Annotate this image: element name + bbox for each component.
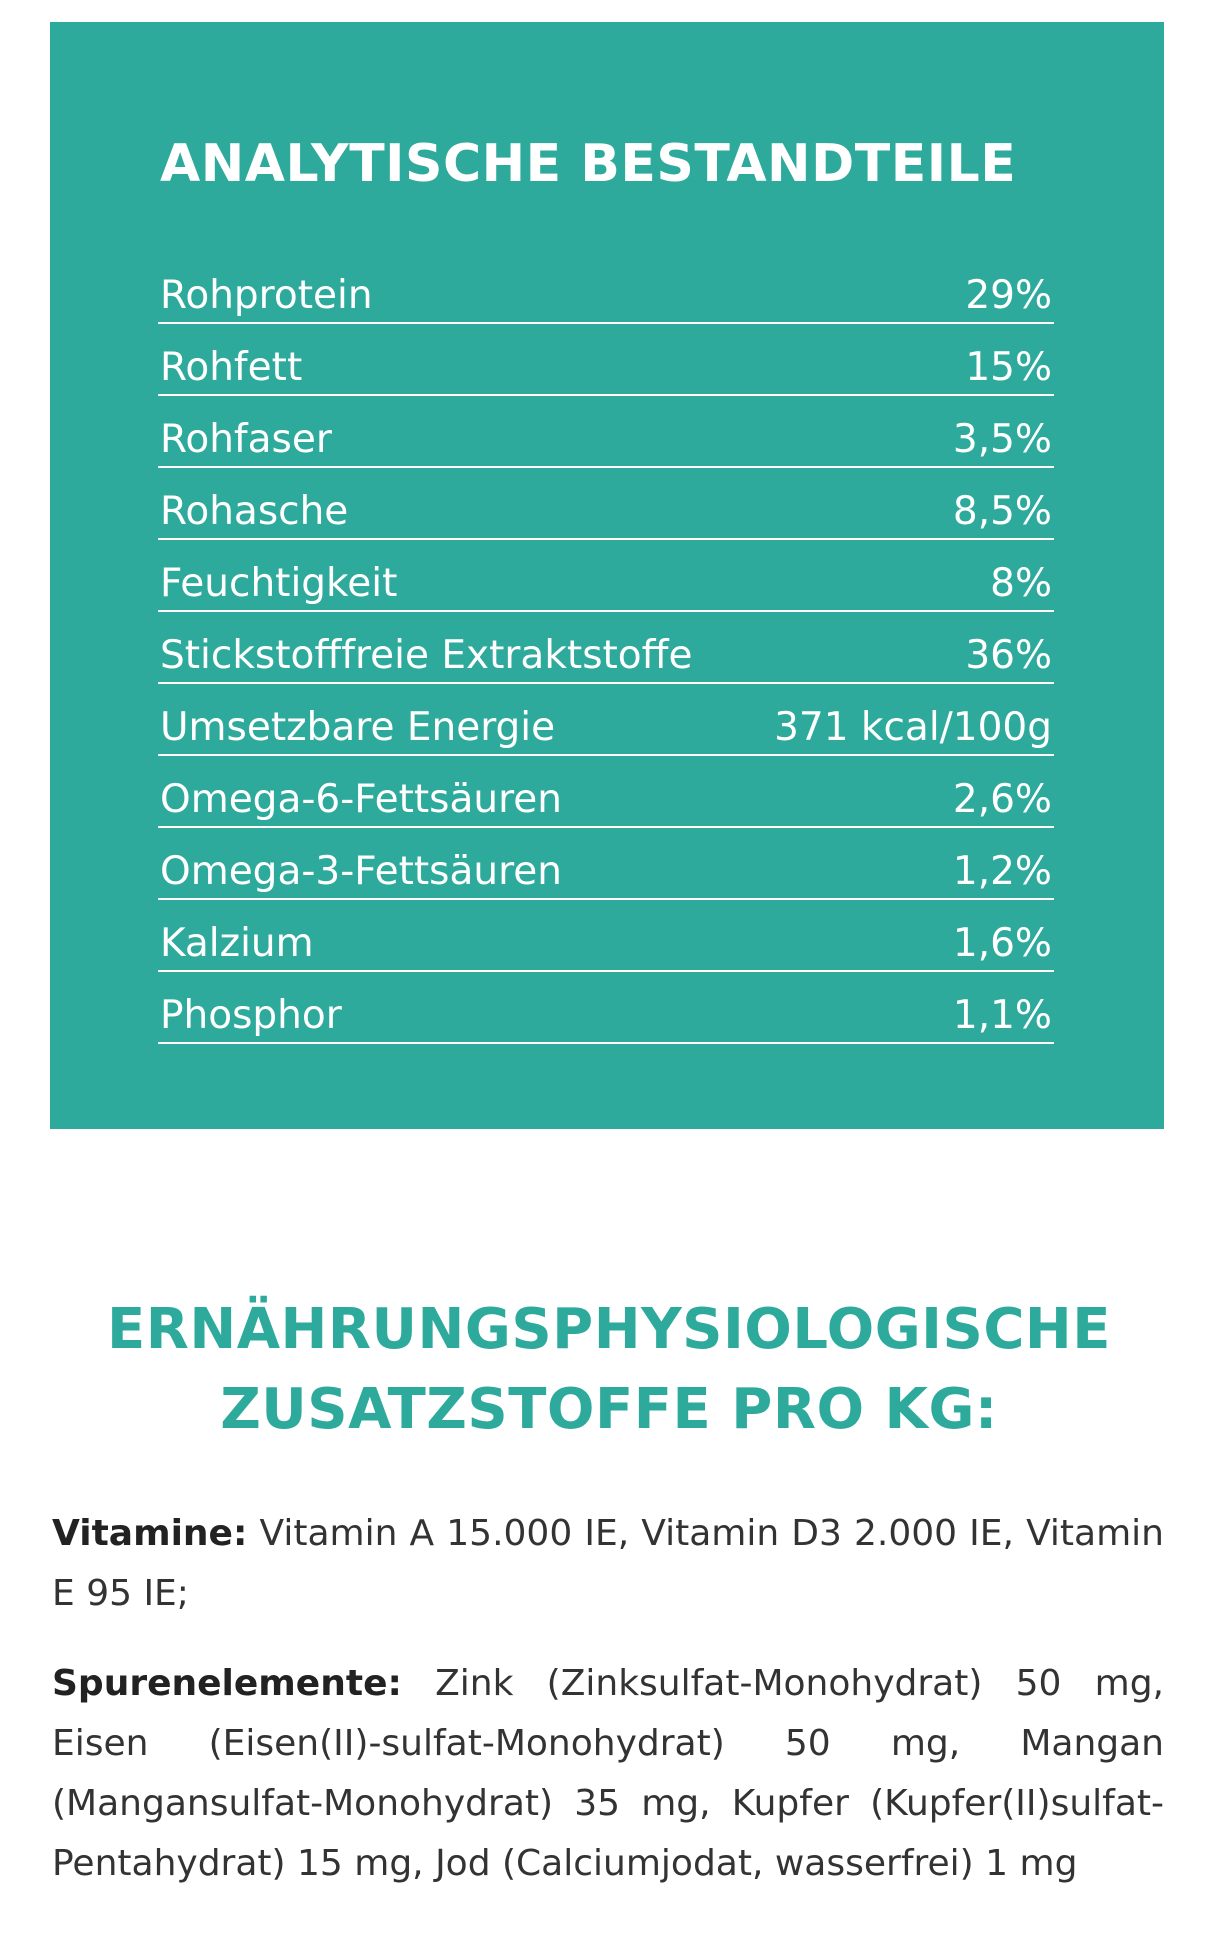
analytics-row <box>158 612 1054 684</box>
analytics-title: ANALYTISCHE BESTANDTEILE <box>160 134 1017 194</box>
row-name: Stickstofffreie Extraktstoffe <box>160 633 693 678</box>
trace-elements-label: Spurenelemente: <box>52 1663 402 1704</box>
trace-elements-paragraph <box>52 1654 1164 1894</box>
trace-elements-text: Zink (Zinksulfat-Monohydrat) 50 mg, Eisen (Eisen(II)-sulfat-Monohydrat) 50 mg, Mangan (Mangansulfat-Monohydrat) 35 mg, Kupfer (Kupfer(II)sulfat-Pentahydrat) 15 mg, Jod (Calciumjodat, wasserfrei) 1 mg <box>52 1663 1164 1884</box>
row-value: 1,1% <box>952 993 1052 1038</box>
row-value: 1,2% <box>952 849 1052 894</box>
row-name: Feuchtigkeit <box>160 561 398 606</box>
analytics-row <box>158 540 1054 612</box>
row-value: 8% <box>990 561 1052 606</box>
row-name: Rohfaser <box>160 417 332 462</box>
vitamins-paragraph <box>52 1504 1164 1624</box>
analytics-table <box>158 252 1054 1044</box>
analytics-row <box>158 252 1054 324</box>
analytics-row <box>158 972 1054 1044</box>
row-name: Omega-6-Fettsäuren <box>160 777 562 822</box>
row-name: Umsetzbare Energie <box>160 705 556 750</box>
vitamins-label: Vitamine: <box>52 1513 248 1554</box>
analytics-row <box>158 756 1054 828</box>
row-value: 36% <box>965 633 1052 678</box>
analytics-row <box>158 828 1054 900</box>
row-value: 3,5% <box>952 417 1052 462</box>
analytics-row <box>158 468 1054 540</box>
row-value: 1,6% <box>952 921 1052 966</box>
analytics-row <box>158 396 1054 468</box>
additives-title-line2: ZUSATZSTOFFE PRO KG: <box>220 1377 998 1442</box>
analytics-row <box>158 684 1054 756</box>
additives-title-line1: ERNÄHRUNGSPHYSIOLOGISCHE <box>106 1297 1112 1362</box>
row-value: 2,6% <box>952 777 1052 822</box>
row-name: Rohfett <box>160 345 303 390</box>
analytics-row <box>158 324 1054 396</box>
row-value: 29% <box>965 273 1052 318</box>
row-name: Omega-3-Fettsäuren <box>160 849 562 894</box>
row-name: Phosphor <box>160 993 342 1038</box>
row-value: 8,5% <box>952 489 1052 534</box>
analytics-row <box>158 900 1054 972</box>
row-value: 371 kcal/100g <box>774 705 1052 750</box>
row-name: Rohasche <box>160 489 349 534</box>
additives-title <box>0 1290 1218 1450</box>
analytics-panel <box>50 22 1164 1129</box>
vitamins-text: Vitamin A 15.000 IE, Vitamin D3 2.000 IE, Vitamin E 95 IE; <box>52 1513 1164 1614</box>
row-value: 15% <box>965 345 1052 390</box>
row-name: Rohprotein <box>160 273 373 318</box>
row-name: Kalzium <box>160 921 314 966</box>
